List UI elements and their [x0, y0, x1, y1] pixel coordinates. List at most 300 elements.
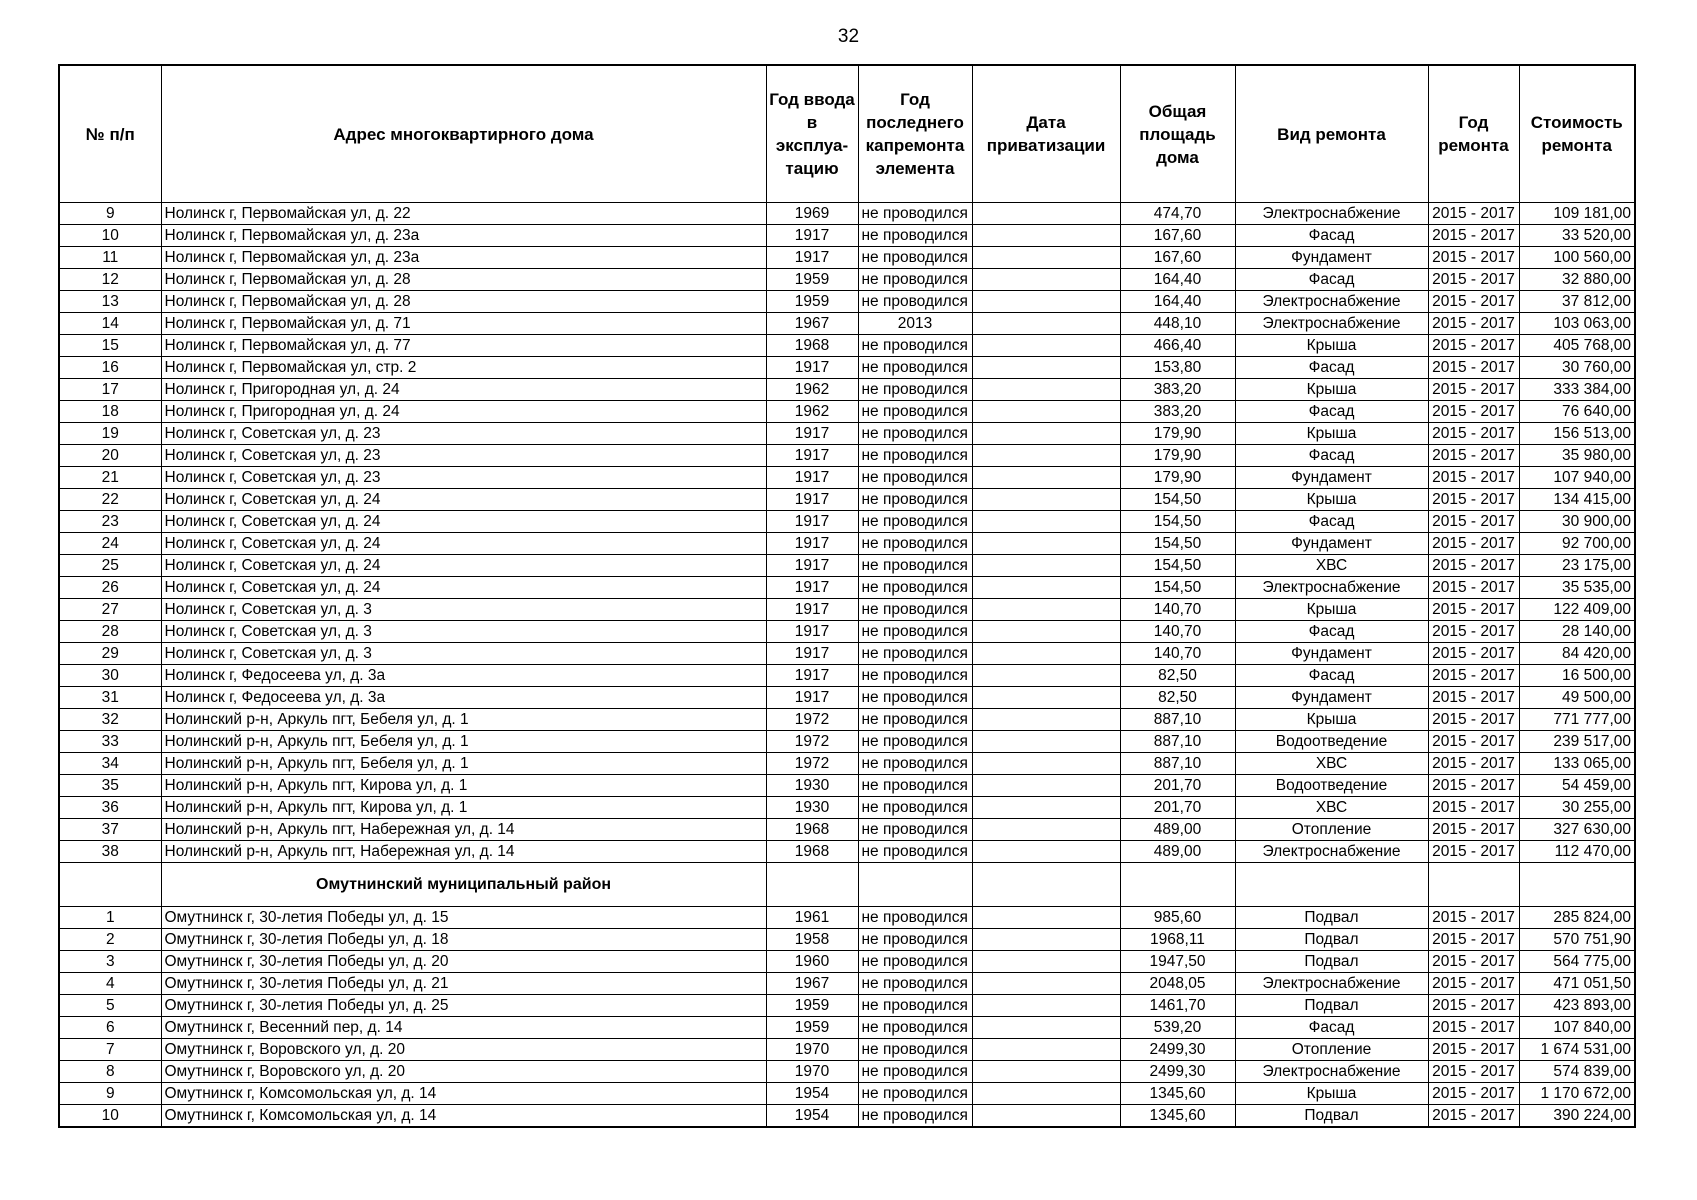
cell-num: 2 — [59, 929, 161, 951]
cell-last-repair: не проводился — [858, 1061, 972, 1083]
cell-repair-type: Фасад — [1235, 1017, 1428, 1039]
cell-repair-year: 2015 - 2017 — [1428, 1083, 1519, 1105]
cell-num: 35 — [59, 775, 161, 797]
cell-repair-type: Фасад — [1235, 665, 1428, 687]
cell-repair-type: Отопление — [1235, 1039, 1428, 1061]
cell-address: Нолинск г, Пригородная ул, д. 24 — [161, 401, 766, 423]
cell-address: Нолинск г, Первомайская ул, д. 28 — [161, 291, 766, 313]
cell-last-repair: не проводился — [858, 929, 972, 951]
section-title: Омутнинский муниципальный район — [161, 863, 766, 907]
cell-cost: 107 840,00 — [1519, 1017, 1635, 1039]
cell-area: 985,60 — [1120, 907, 1235, 929]
cell-cost: 30 900,00 — [1519, 511, 1635, 533]
cell-cost: 84 420,00 — [1519, 643, 1635, 665]
cell-privatization — [972, 269, 1120, 291]
cell-address: Нолинск г, Советская ул, д. 3 — [161, 643, 766, 665]
header-last-repair: Год последнего капремонта элемента — [858, 65, 972, 203]
cell-cost: 239 517,00 — [1519, 731, 1635, 753]
cell-privatization — [972, 687, 1120, 709]
cell-address: Нолинск г, Пригородная ул, д. 24 — [161, 379, 766, 401]
cell-repair-year: 2015 - 2017 — [1428, 1105, 1519, 1128]
cell-repair-type: Электроснабжение — [1235, 577, 1428, 599]
header-address: Адрес многоквартирного дома — [161, 65, 766, 203]
cell-repair-type: Фундамент — [1235, 533, 1428, 555]
cell-num: 4 — [59, 973, 161, 995]
cell-repair-year: 2015 - 2017 — [1428, 599, 1519, 621]
cell-cost: 1 170 672,00 — [1519, 1083, 1635, 1105]
table-row — [59, 511, 1635, 533]
table-row — [59, 907, 1635, 929]
cell-privatization — [972, 753, 1120, 775]
cell-repair-year: 2015 - 2017 — [1428, 973, 1519, 995]
cell-privatization — [972, 445, 1120, 467]
cell-repair-year: 2015 - 2017 — [1428, 753, 1519, 775]
cell-num: 1 — [59, 907, 161, 929]
cell-cost: 33 520,00 — [1519, 225, 1635, 247]
cell-address: Нолинск г, Советская ул, д. 24 — [161, 489, 766, 511]
cell-cost: 54 459,00 — [1519, 775, 1635, 797]
cell-repair-year: 2015 - 2017 — [1428, 687, 1519, 709]
cell-num: 37 — [59, 819, 161, 841]
cell-area: 887,10 — [1120, 753, 1235, 775]
cell-cost: 405 768,00 — [1519, 335, 1635, 357]
cell-repair-year: 2015 - 2017 — [1428, 555, 1519, 577]
cell-privatization — [972, 401, 1120, 423]
table-row — [59, 995, 1635, 1017]
table-row — [59, 599, 1635, 621]
cell-cost: 133 065,00 — [1519, 753, 1635, 775]
cell-area: 201,70 — [1120, 797, 1235, 819]
cell-last-repair: не проводился — [858, 1039, 972, 1061]
cell-year-built: 1954 — [766, 1083, 858, 1105]
cell-cost: 327 630,00 — [1519, 819, 1635, 841]
cell-year-built: 1958 — [766, 929, 858, 951]
cell-cost: 570 751,90 — [1519, 929, 1635, 951]
cell-area: 489,00 — [1120, 819, 1235, 841]
cell-privatization — [972, 489, 1120, 511]
cell-address: Омутнинск г, 30-летия Победы ул, д. 20 — [161, 951, 766, 973]
table-row — [59, 709, 1635, 731]
cell-last-repair: не проводился — [858, 753, 972, 775]
cell-year-built: 1962 — [766, 401, 858, 423]
cell-repair-type: Фасад — [1235, 401, 1428, 423]
cell-num: 20 — [59, 445, 161, 467]
cell-cost: 100 560,00 — [1519, 247, 1635, 269]
cell-num: 31 — [59, 687, 161, 709]
cell-last-repair: не проводился — [858, 401, 972, 423]
cell-address: Нолинск г, Советская ул, д. 3 — [161, 621, 766, 643]
cell-privatization — [972, 467, 1120, 489]
table-row — [59, 445, 1635, 467]
cell-cost: 285 824,00 — [1519, 907, 1635, 929]
cell-privatization — [972, 225, 1120, 247]
cell-area: 167,60 — [1120, 225, 1235, 247]
cell-area: 887,10 — [1120, 709, 1235, 731]
cell-repair-year: 2015 - 2017 — [1428, 423, 1519, 445]
cell-last-repair: не проводился — [858, 335, 972, 357]
cell-repair-type: Фасад — [1235, 445, 1428, 467]
cell-repair-year: 2015 - 2017 — [1428, 313, 1519, 335]
cell-repair-year: 2015 - 2017 — [1428, 775, 1519, 797]
cell-repair-type: Фундамент — [1235, 687, 1428, 709]
cell-num: 19 — [59, 423, 161, 445]
cell-repair-type: Фундамент — [1235, 643, 1428, 665]
cell-repair-year: 2015 - 2017 — [1428, 819, 1519, 841]
cell-num: 6 — [59, 1017, 161, 1039]
cell-address: Нолинский р-н, Аркуль пгт, Набережная ул, д. 14 — [161, 819, 766, 841]
cell-area: 2048,05 — [1120, 973, 1235, 995]
cell-num: 10 — [59, 225, 161, 247]
cell-last-repair: не проводился — [858, 511, 972, 533]
table-row — [59, 379, 1635, 401]
cell-year-built: 1967 — [766, 973, 858, 995]
cell-last-repair: не проводился — [858, 973, 972, 995]
cell-year-built: 1972 — [766, 731, 858, 753]
cell-last-repair: не проводился — [858, 709, 972, 731]
cell-cost: 37 812,00 — [1519, 291, 1635, 313]
cell-repair-type: Электроснабжение — [1235, 973, 1428, 995]
cell-area: 474,70 — [1120, 203, 1235, 225]
cell-cost: 16 500,00 — [1519, 665, 1635, 687]
cell-address: Омутнинск г, Комсомольская ул, д. 14 — [161, 1083, 766, 1105]
cell-privatization — [972, 599, 1120, 621]
cell-repair-year: 2015 - 2017 — [1428, 797, 1519, 819]
cell-cost: 112 470,00 — [1519, 841, 1635, 863]
table-row — [59, 555, 1635, 577]
header-year-built: Год ввода в эксплуа-тацию — [766, 65, 858, 203]
cell-area: 539,20 — [1120, 1017, 1235, 1039]
cell-num: 26 — [59, 577, 161, 599]
cell-area: 2499,30 — [1120, 1061, 1235, 1083]
cell-repair-type: Подвал — [1235, 929, 1428, 951]
cell-last-repair: не проводился — [858, 643, 972, 665]
table-row — [59, 643, 1635, 665]
cell-repair-year: 2015 - 2017 — [1428, 621, 1519, 643]
cell-year-built: 1917 — [766, 577, 858, 599]
cell-repair-year: 2015 - 2017 — [1428, 379, 1519, 401]
table-row — [59, 621, 1635, 643]
table-row — [59, 401, 1635, 423]
cell-cost: 122 409,00 — [1519, 599, 1635, 621]
cell-cost: 423 893,00 — [1519, 995, 1635, 1017]
cell-repair-type: Электроснабжение — [1235, 841, 1428, 863]
cell-repair-year: 2015 - 2017 — [1428, 665, 1519, 687]
cell-cost: 333 384,00 — [1519, 379, 1635, 401]
table-row — [59, 753, 1635, 775]
cell-num: 12 — [59, 269, 161, 291]
cell-cost: 107 940,00 — [1519, 467, 1635, 489]
cell-area: 201,70 — [1120, 775, 1235, 797]
cell-repair-year: 2015 - 2017 — [1428, 995, 1519, 1017]
cell-area: 1947,50 — [1120, 951, 1235, 973]
cell-cost: 134 415,00 — [1519, 489, 1635, 511]
cell-area: 383,20 — [1120, 401, 1235, 423]
cell-year-built: 1917 — [766, 555, 858, 577]
cell-num: 11 — [59, 247, 161, 269]
section-block — [59, 863, 1635, 907]
cell-num: 10 — [59, 1105, 161, 1128]
table-row — [59, 533, 1635, 555]
cell-year-built: 1917 — [766, 247, 858, 269]
cell-repair-year: 2015 - 2017 — [1428, 401, 1519, 423]
cell-area: 1461,70 — [1120, 995, 1235, 1017]
cell-num: 33 — [59, 731, 161, 753]
cell-address: Нолинск г, Советская ул, д. 24 — [161, 533, 766, 555]
cell-last-repair: не проводился — [858, 225, 972, 247]
table-row — [59, 841, 1635, 863]
cell-num: 34 — [59, 753, 161, 775]
cell-privatization — [972, 533, 1120, 555]
cell-num: 25 — [59, 555, 161, 577]
cell-address: Нолинск г, Первомайская ул, д. 22 — [161, 203, 766, 225]
cell-year-built: 1917 — [766, 621, 858, 643]
cell-last-repair: не проводился — [858, 357, 972, 379]
cell-num: 16 — [59, 357, 161, 379]
cell-cost: 564 775,00 — [1519, 951, 1635, 973]
table-row — [59, 489, 1635, 511]
cell-repair-type: Фундамент — [1235, 247, 1428, 269]
cell-year-built: 1917 — [766, 445, 858, 467]
cell-cost: 49 500,00 — [1519, 687, 1635, 709]
cell-last-repair: не проводился — [858, 621, 972, 643]
cell-privatization — [972, 1105, 1120, 1128]
cell-repair-type: Крыша — [1235, 423, 1428, 445]
cell-cost: 771 777,00 — [1519, 709, 1635, 731]
cell-year-built: 1917 — [766, 643, 858, 665]
cell-privatization — [972, 335, 1120, 357]
cell-repair-type: ХВС — [1235, 555, 1428, 577]
header-num: № п/п — [59, 65, 161, 203]
cell-year-built: 1968 — [766, 819, 858, 841]
table-row — [59, 247, 1635, 269]
cell-last-repair: не проводился — [858, 1083, 972, 1105]
cell-last-repair: не проводился — [858, 841, 972, 863]
cell-privatization — [972, 995, 1120, 1017]
cell-area: 1968,11 — [1120, 929, 1235, 951]
cell-last-repair: не проводился — [858, 533, 972, 555]
table-row — [59, 1061, 1635, 1083]
cell-privatization — [972, 929, 1120, 951]
cell-num: 18 — [59, 401, 161, 423]
cell-address: Омутнинск г, Воровского ул, д. 20 — [161, 1061, 766, 1083]
cell-num: 5 — [59, 995, 161, 1017]
cell-year-built: 1917 — [766, 357, 858, 379]
cell-address: Омутнинск г, 30-летия Победы ул, д. 18 — [161, 929, 766, 951]
table-row — [59, 1083, 1635, 1105]
header-cost: Стоимость ремонта — [1519, 65, 1635, 203]
cell-repair-year: 2015 - 2017 — [1428, 929, 1519, 951]
cell-repair-type: Крыша — [1235, 1083, 1428, 1105]
cell-last-repair: не проводился — [858, 555, 972, 577]
cell-repair-type: Крыша — [1235, 599, 1428, 621]
cell-privatization — [972, 819, 1120, 841]
cell-year-built: 1917 — [766, 687, 858, 709]
cell-last-repair: не проводился — [858, 247, 972, 269]
table-row — [59, 291, 1635, 313]
cell-cost: 390 224,00 — [1519, 1105, 1635, 1128]
cell-repair-type: Электроснабжение — [1235, 291, 1428, 313]
cell-address: Нолинск г, Советская ул, д. 24 — [161, 577, 766, 599]
cell-address: Нолинский р-н, Аркуль пгт, Кирова ул, д. 1 — [161, 775, 766, 797]
table-row — [59, 203, 1635, 225]
header-repair-year: Год ремонта — [1428, 65, 1519, 203]
cell-privatization — [972, 709, 1120, 731]
cell-area: 448,10 — [1120, 313, 1235, 335]
cell-num: 9 — [59, 1083, 161, 1105]
table-row — [59, 1105, 1635, 1128]
cell-area: 153,80 — [1120, 357, 1235, 379]
repair-table — [58, 64, 1636, 1128]
cell-area: 179,90 — [1120, 445, 1235, 467]
cell-privatization — [972, 1061, 1120, 1083]
cell-area: 140,70 — [1120, 599, 1235, 621]
cell-num: 21 — [59, 467, 161, 489]
cell-privatization — [972, 643, 1120, 665]
cell-address: Нолинск г, Первомайская ул, д. 71 — [161, 313, 766, 335]
cell-year-built: 1969 — [766, 203, 858, 225]
cell-year-built: 1917 — [766, 511, 858, 533]
cell-last-repair: не проводился — [858, 467, 972, 489]
table-row — [59, 1039, 1635, 1061]
table-row — [59, 665, 1635, 687]
cell-year-built: 1972 — [766, 709, 858, 731]
cell-repair-year: 2015 - 2017 — [1428, 357, 1519, 379]
cell-area: 179,90 — [1120, 423, 1235, 445]
cell-privatization — [972, 1017, 1120, 1039]
table-row — [59, 269, 1635, 291]
cell-area: 154,50 — [1120, 533, 1235, 555]
cell-last-repair: не проводился — [858, 951, 972, 973]
cell-address: Нолинск г, Федосеева ул, д. 3а — [161, 687, 766, 709]
cell-last-repair: не проводился — [858, 1017, 972, 1039]
cell-address: Нолинский р-н, Аркуль пгт, Бебеля ул, д. 1 — [161, 731, 766, 753]
cell-area: 164,40 — [1120, 269, 1235, 291]
cell-cost: 574 839,00 — [1519, 1061, 1635, 1083]
cell-repair-type: Подвал — [1235, 951, 1428, 973]
cell-privatization — [972, 313, 1120, 335]
cell-address: Нолинск г, Первомайская ул, д. 77 — [161, 335, 766, 357]
cell-year-built: 1959 — [766, 269, 858, 291]
cell-address: Нолинск г, Первомайская ул, д. 23а — [161, 247, 766, 269]
cell-last-repair: не проводился — [858, 577, 972, 599]
cell-privatization — [972, 203, 1120, 225]
cell-repair-year: 2015 - 2017 — [1428, 511, 1519, 533]
cell-repair-type: Водоотведение — [1235, 731, 1428, 753]
cell-repair-year: 2015 - 2017 — [1428, 489, 1519, 511]
cell-num: 23 — [59, 511, 161, 533]
cell-year-built: 1972 — [766, 753, 858, 775]
table-row — [59, 973, 1635, 995]
cell-last-repair: не проводился — [858, 445, 972, 467]
cell-area: 2499,30 — [1120, 1039, 1235, 1061]
cell-num: 32 — [59, 709, 161, 731]
cell-repair-year: 2015 - 2017 — [1428, 709, 1519, 731]
cell-year-built: 1930 — [766, 797, 858, 819]
cell-last-repair: не проводился — [858, 775, 972, 797]
table-row — [59, 819, 1635, 841]
cell-num: 30 — [59, 665, 161, 687]
cell-area: 489,00 — [1120, 841, 1235, 863]
cell-repair-type: ХВС — [1235, 753, 1428, 775]
cell-address: Нолинский р-н, Аркуль пгт, Набережная ул, д. 14 — [161, 841, 766, 863]
cell-cost: 1 674 531,00 — [1519, 1039, 1635, 1061]
cell-privatization — [972, 731, 1120, 753]
cell-last-repair: не проводился — [858, 665, 972, 687]
cell-year-built: 1917 — [766, 599, 858, 621]
cell-repair-type: Фасад — [1235, 269, 1428, 291]
cell-num: 3 — [59, 951, 161, 973]
cell-year-built: 1968 — [766, 335, 858, 357]
cell-last-repair: не проводился — [858, 599, 972, 621]
cell-num: 24 — [59, 533, 161, 555]
cell-privatization — [972, 1039, 1120, 1061]
cell-year-built: 1959 — [766, 291, 858, 313]
cell-area: 167,60 — [1120, 247, 1235, 269]
cell-repair-year: 2015 - 2017 — [1428, 203, 1519, 225]
cell-repair-year: 2015 - 2017 — [1428, 577, 1519, 599]
cell-last-repair: не проводился — [858, 995, 972, 1017]
cell-area: 140,70 — [1120, 643, 1235, 665]
table-row — [59, 797, 1635, 819]
cell-year-built: 1930 — [766, 775, 858, 797]
cell-address: Нолинский р-н, Аркуль пгт, Бебеля ул, д. 1 — [161, 709, 766, 731]
cell-address: Омутнинск г, Весенний пер, д. 14 — [161, 1017, 766, 1039]
cell-num: 22 — [59, 489, 161, 511]
cell-repair-year: 2015 - 2017 — [1428, 533, 1519, 555]
cell-privatization — [972, 555, 1120, 577]
table-row — [59, 951, 1635, 973]
cell-privatization — [972, 841, 1120, 863]
cell-repair-type: Отопление — [1235, 819, 1428, 841]
cell-cost: 156 513,00 — [1519, 423, 1635, 445]
cell-year-built: 1962 — [766, 379, 858, 401]
cell-repair-type: Электроснабжение — [1235, 203, 1428, 225]
cell-repair-year: 2015 - 2017 — [1428, 445, 1519, 467]
cell-repair-type: Подвал — [1235, 995, 1428, 1017]
cell-num: 9 — [59, 203, 161, 225]
table-row — [59, 467, 1635, 489]
cell-repair-type: Подвал — [1235, 907, 1428, 929]
cell-year-built: 1917 — [766, 665, 858, 687]
cell-privatization — [972, 797, 1120, 819]
cell-num: 13 — [59, 291, 161, 313]
cell-repair-year: 2015 - 2017 — [1428, 269, 1519, 291]
cell-address: Нолинск г, Первомайская ул, стр. 2 — [161, 357, 766, 379]
cell-repair-type: Водоотведение — [1235, 775, 1428, 797]
cell-num: 14 — [59, 313, 161, 335]
cell-cost: 32 880,00 — [1519, 269, 1635, 291]
cell-last-repair: не проводился — [858, 819, 972, 841]
cell-num: 8 — [59, 1061, 161, 1083]
cell-cost: 35 980,00 — [1519, 445, 1635, 467]
cell-area: 887,10 — [1120, 731, 1235, 753]
table-row — [59, 731, 1635, 753]
cell-area: 154,50 — [1120, 489, 1235, 511]
cell-repair-type: Фасад — [1235, 225, 1428, 247]
cell-cost: 92 700,00 — [1519, 533, 1635, 555]
cell-year-built: 1954 — [766, 1105, 858, 1128]
cell-area: 466,40 — [1120, 335, 1235, 357]
cell-cost: 35 535,00 — [1519, 577, 1635, 599]
page-number: 32 — [837, 26, 860, 47]
cell-num: 15 — [59, 335, 161, 357]
cell-year-built: 1959 — [766, 995, 858, 1017]
cell-last-repair: не проводился — [858, 489, 972, 511]
cell-address: Нолинск г, Советская ул, д. 23 — [161, 445, 766, 467]
cell-privatization — [972, 775, 1120, 797]
cell-last-repair: не проводился — [858, 203, 972, 225]
cell-last-repair: не проводился — [858, 687, 972, 709]
